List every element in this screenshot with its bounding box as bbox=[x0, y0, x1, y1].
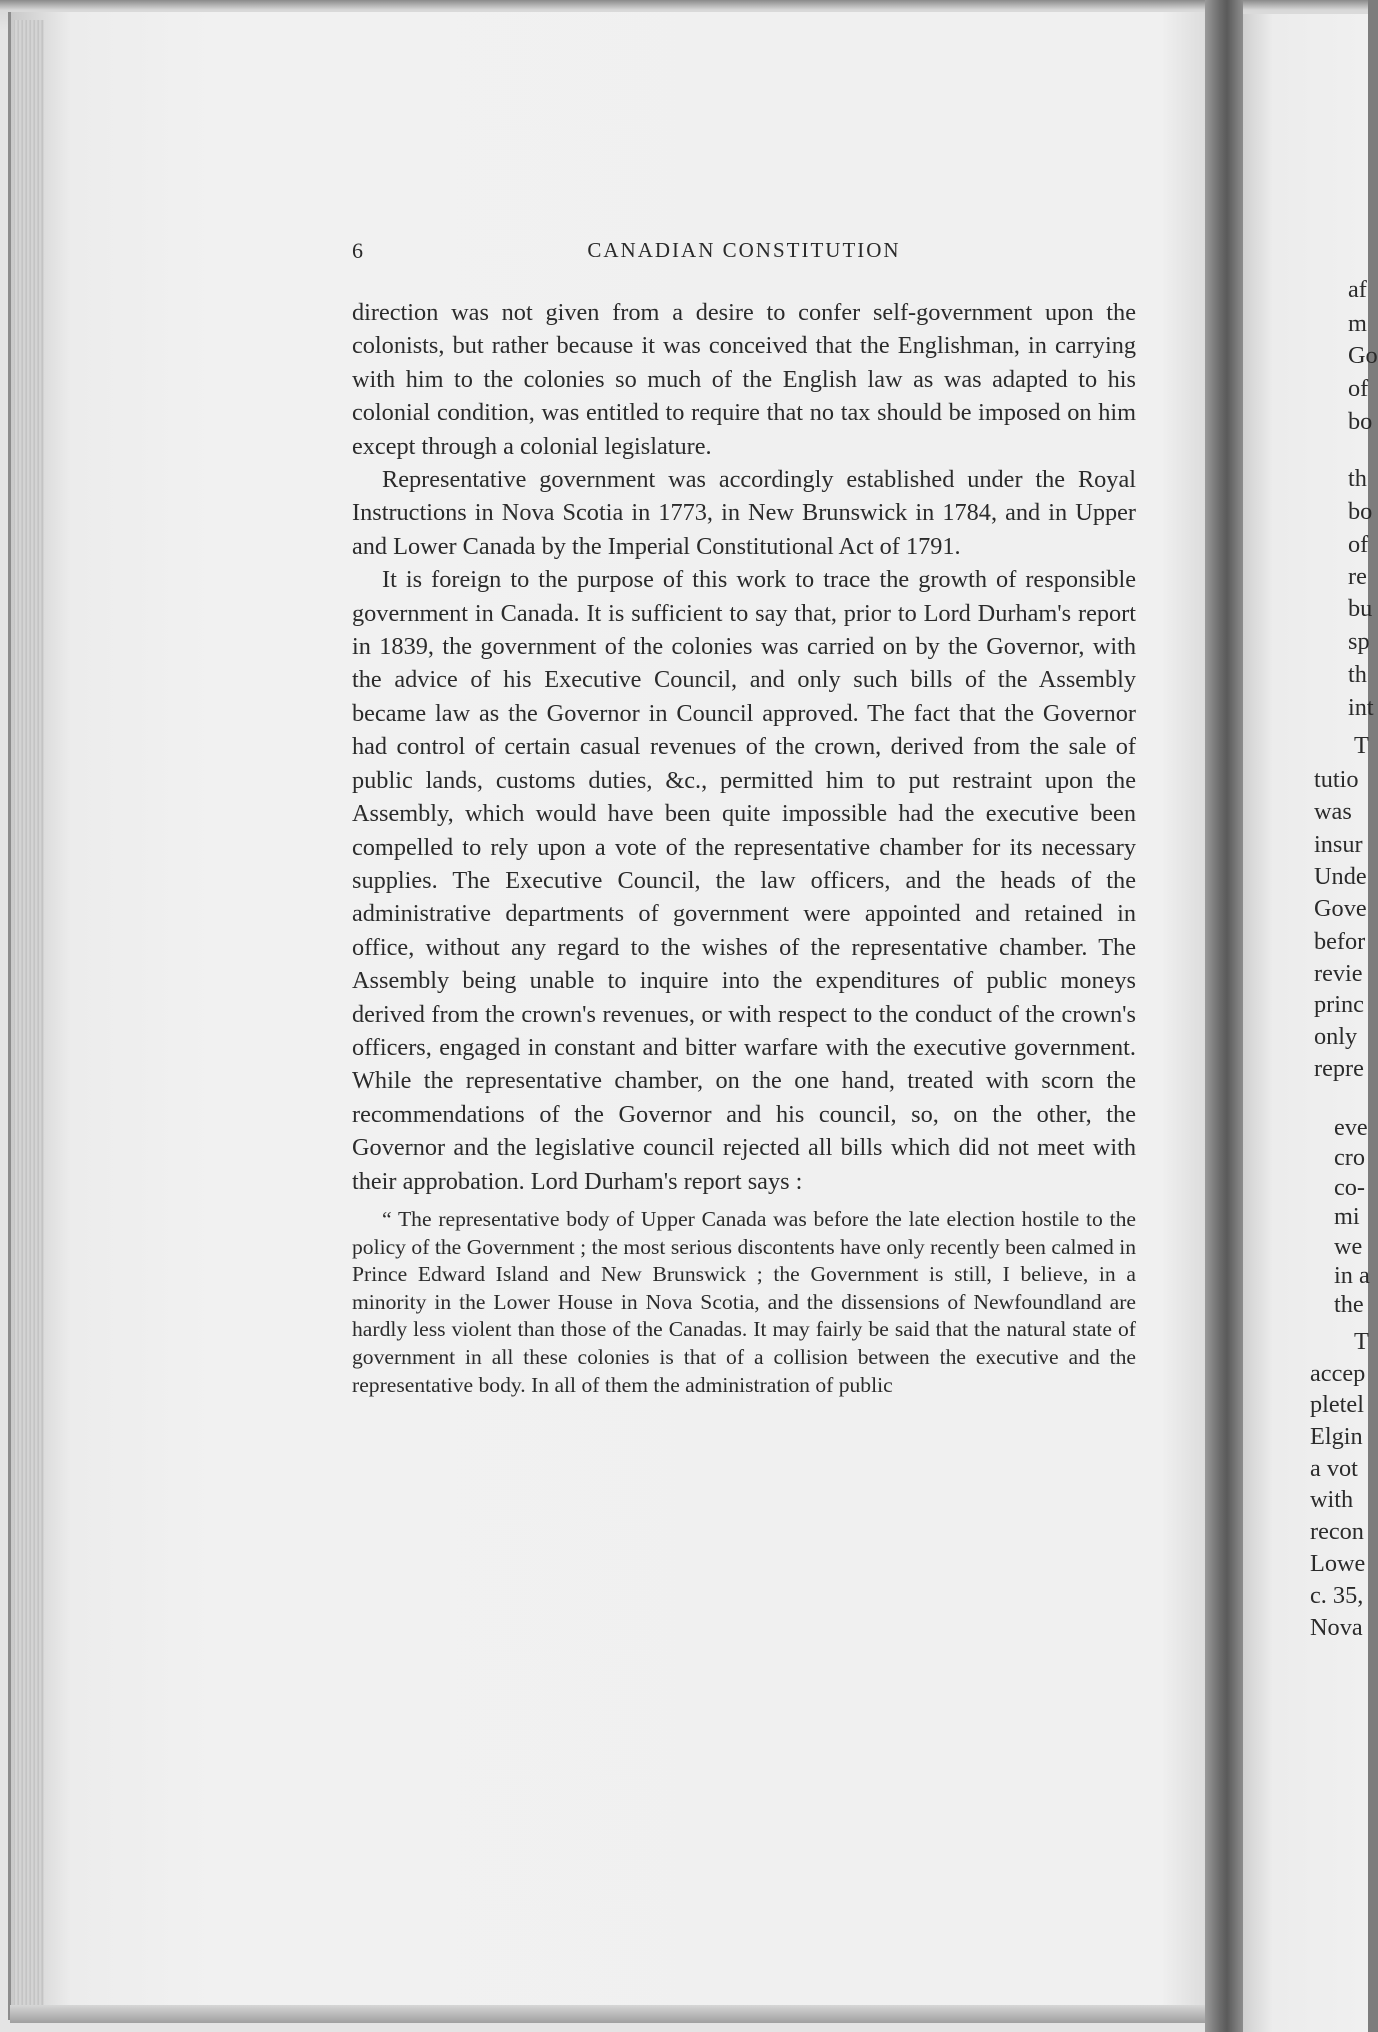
facing-page-fragment: c. 35, bbox=[1310, 1582, 1364, 1609]
facing-page-fragment: was bbox=[1314, 798, 1352, 825]
text-column bbox=[352, 296, 1136, 1399]
book-gutter bbox=[1205, 0, 1243, 2032]
facing-page-fragment: Gove bbox=[1314, 895, 1367, 922]
running-head bbox=[352, 238, 1136, 268]
facing-page-fragment: the bbox=[1334, 1291, 1364, 1318]
body-text bbox=[352, 296, 1136, 1198]
facing-page-fragment: int bbox=[1348, 694, 1374, 721]
paragraph: Representative government was accordingly established under the Royal Instructions in Nova Scotia in 1773, in New Brunswick in 1784, and in Upper and Lower Canada by the Imperial Constitutional Act of 1791. bbox=[352, 466, 1136, 560]
facing-page-fragment: sp bbox=[1348, 628, 1370, 655]
facing-page-fragment: T bbox=[1354, 732, 1369, 759]
paragraph: direction was not given from a desire to confer self-government upon the colonists, but rather because it was conceived that the Englishman, in carrying with him to the colonies so much of the English law as was adapted to his colonial condition, was entitled to require that no tax should be imposed on him except through a colonial legislature. bbox=[352, 299, 1136, 460]
facing-page-fragment: in a bbox=[1334, 1262, 1370, 1289]
facing-page-fragment: Elgin bbox=[1310, 1423, 1363, 1450]
facing-page-fragment: we bbox=[1334, 1233, 1363, 1260]
facing-page-fragment: cro bbox=[1334, 1144, 1366, 1171]
facing-page-fragment: princ bbox=[1314, 991, 1364, 1018]
facing-page-fragment: a vot bbox=[1310, 1455, 1358, 1482]
facing-page-fragment: eve bbox=[1334, 1114, 1368, 1141]
block-quote bbox=[352, 1206, 1136, 1399]
facing-page-fragment: co- bbox=[1334, 1174, 1366, 1201]
page-bottom-edge bbox=[10, 2005, 1215, 2023]
facing-page-fragment: th bbox=[1348, 465, 1367, 492]
facing-page-fragment: bo bbox=[1348, 408, 1373, 435]
page-edges bbox=[14, 20, 44, 2015]
facing-page-fragment: bu bbox=[1348, 595, 1373, 622]
facing-page-fragment: Nova bbox=[1310, 1614, 1363, 1641]
facing-page-fragment: m bbox=[1348, 310, 1367, 337]
facing-page-fragment: with bbox=[1310, 1486, 1354, 1513]
paragraph: It is foreign to the purpose of this work to trace the growth of responsible government in Canada. It is sufficient to say that, prior to Lord Durham's report in 1839, the government of the colonies was carried on by the Governor, with the advice of his Executive Council, and only such bills of the Assembly became law as the Governor in Council approved. The fact that the Governor had control of certain casual revenues of the crown, derived from the sale of public lands, customs duties, &c., permitted him to put restraint upon the Assembly, which would have been quite impossible had the executive been compelled to rely upon a vote of the representative chamber for its necessary supplies. The Executive Council, the law officers, and the heads of the administrative departments of government were appointed and retained in office, without any regard to the wishes of the representative chamber. The Assembly being unable to inquire into the expenditures of public moneys derived from the crown's revenues, or with respect to the conduct of the crown's officers, engaged in constant and bitter warfare with the executive government. While the representative chamber, on the one hand, treated with scorn the recommendations of the Governor and his council, so, on the other, the Governor and the legislative council rejected all bills which did not meet with their approbation. Lord Durham's report says : bbox=[352, 566, 1136, 1195]
facing-page-fragment: befor bbox=[1314, 928, 1366, 955]
facing-page-text bbox=[1290, 0, 1378, 2032]
facing-page-fragment: accep bbox=[1310, 1360, 1366, 1387]
facing-page-fragment: pletel bbox=[1310, 1391, 1364, 1418]
facing-page-fragment: of bbox=[1348, 531, 1369, 558]
facing-page-fragment: th bbox=[1348, 661, 1367, 688]
facing-page-fragment: revie bbox=[1314, 960, 1363, 987]
facing-page-fragment: Lowe bbox=[1310, 1550, 1366, 1577]
facing-page-fragment: tutio bbox=[1314, 766, 1359, 793]
facing-page-fragment: repre bbox=[1314, 1055, 1364, 1082]
facing-page-fragment: Unde bbox=[1314, 863, 1367, 890]
facing-page-fragment: T bbox=[1354, 1328, 1369, 1355]
facing-page-fragment: insur bbox=[1314, 831, 1363, 858]
quote-text: “ The representative body of Upper Canada was before the late election hostile to the policy of the Government ; the most serious discontents have only recently been calmed in Prince Edward Island and New Brunswick ; the Government is still, I believe, in a minority in the Lower House in Nova Scotia, and the dissensions of Newfoundland are hardly less violent than those of the Canadas. It may fairly be said that the natural state of government in all these colonies is that of a collision between the executive and the representative body. In all of them the administration of public bbox=[352, 1206, 1136, 1397]
facing-page-fragment: re bbox=[1348, 563, 1367, 590]
facing-page-fragment: recon bbox=[1310, 1518, 1364, 1545]
facing-page-fragment: bo bbox=[1348, 498, 1373, 525]
facing-page-fragment: only bbox=[1314, 1023, 1358, 1050]
facing-page-fragment: af bbox=[1348, 276, 1367, 303]
running-title: CANADIAN CONSTITUTION bbox=[587, 238, 901, 262]
page-number: 6 bbox=[352, 238, 363, 263]
facing-page-fragment: of bbox=[1348, 375, 1369, 402]
facing-page-fragment: Go bbox=[1348, 342, 1378, 369]
facing-page-fragment: mi bbox=[1334, 1203, 1360, 1230]
